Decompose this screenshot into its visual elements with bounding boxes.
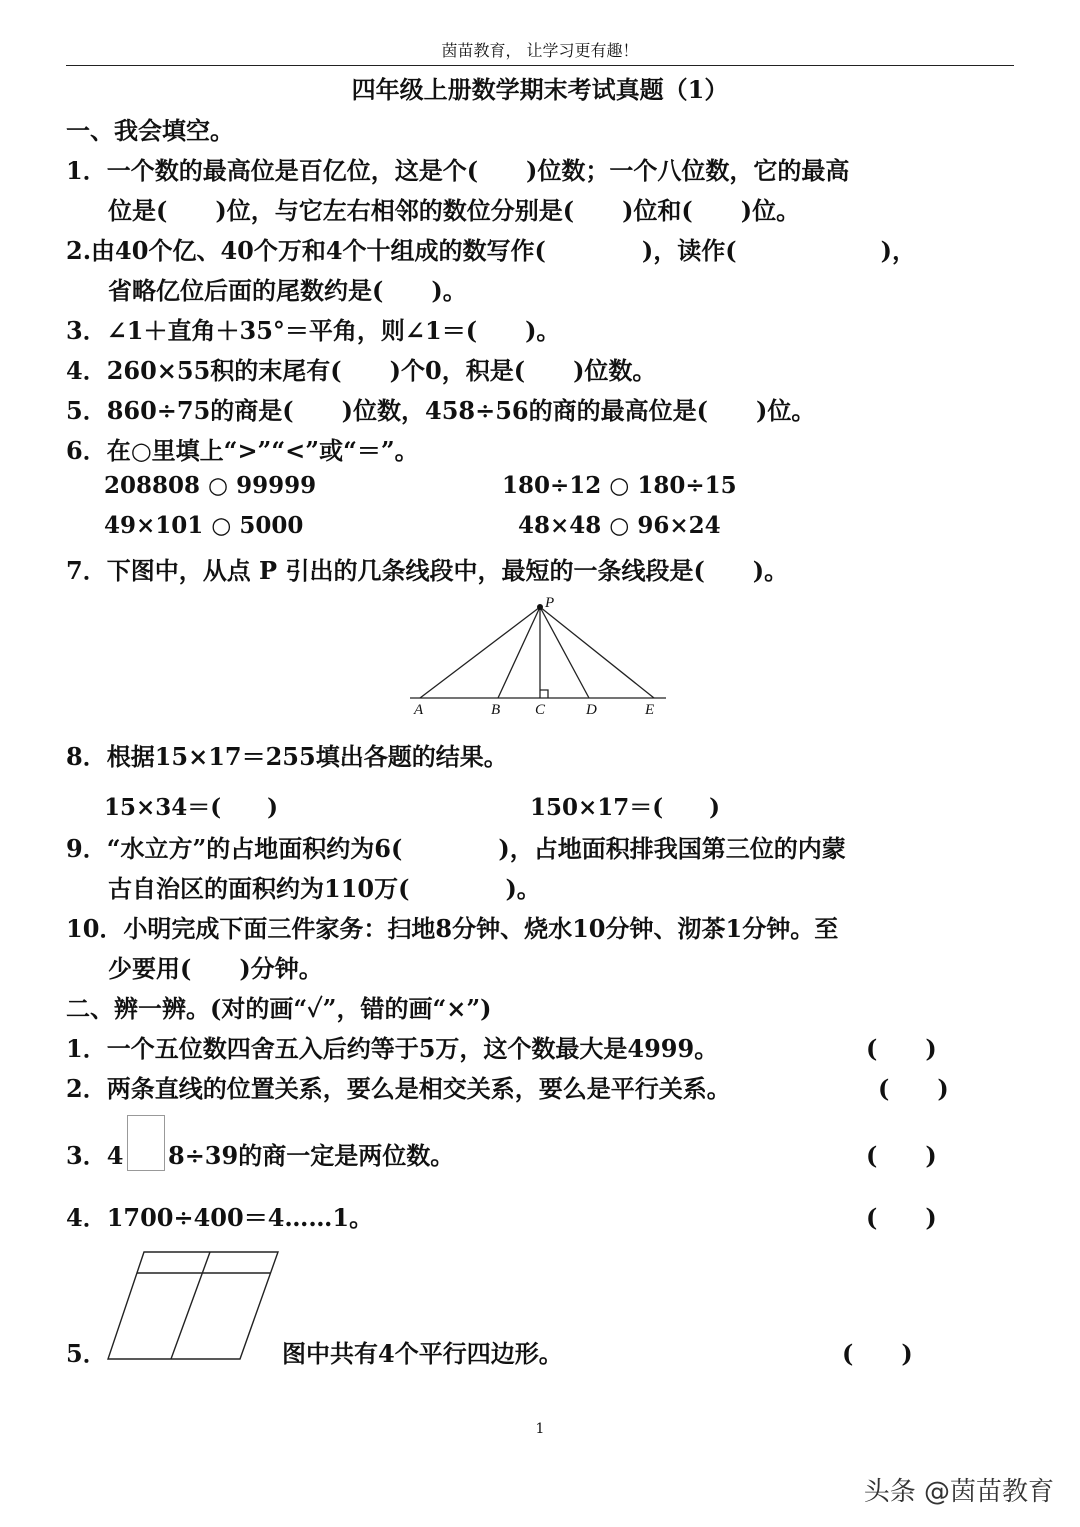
label-p: P <box>545 595 555 611</box>
q1-line1: 1．一个数的最高位是百亿位，这是个( )位数；一个八位数，它的最高 <box>66 156 850 185</box>
q6: 6．在○里填上“>”“<”或“＝”。 <box>66 436 419 465</box>
q6-compare-c: 49×101 ○ 5000 <box>104 512 304 539</box>
header-slogan: 茵苗教育， 让学习更有趣！ <box>441 41 639 60</box>
parallelogram-figure <box>100 1245 290 1370</box>
q10-line1: 10．小明完成下面三件家务：扫地8分钟、烧水10分钟、沏茶1分钟。至 <box>66 914 839 943</box>
q6-compare-d: 48×48 ○ 96×24 <box>518 512 721 539</box>
judge-q4-paren: ( ) <box>866 1203 937 1232</box>
judge-q3-paren: ( ) <box>866 1141 937 1170</box>
judge-q5-paren: ( ) <box>842 1339 913 1368</box>
judge-q3: 8÷39的商一定是两位数。 <box>168 1141 455 1170</box>
outer-parallelogram <box>108 1252 278 1359</box>
point-p <box>537 604 543 610</box>
q6-compare-a: 208808 ○ 99999 <box>104 472 317 499</box>
page-number: 1 <box>535 1421 545 1437</box>
q5: 5．860÷75的商是( )位数，458÷56的商的最高位是( )位。 <box>66 396 816 425</box>
q6-compare-b: 180÷12 ○ 180÷15 <box>502 472 737 499</box>
segment-pb <box>498 607 540 698</box>
q9-line1: 9．“水立方”的占地面积约为6( )，占地面积排我国第三位的内蒙 <box>66 834 846 863</box>
label-d: D <box>586 702 597 718</box>
q3: 3．∠1＋直角＋35°＝平角，则∠1＝( )。 <box>66 316 561 345</box>
segment-pd <box>540 607 589 698</box>
judge-q5: 图中共有4个平行四边形。 <box>282 1339 563 1368</box>
judge-q5-num: 5． <box>66 1339 107 1368</box>
label-b: B <box>491 702 501 718</box>
q10-line2: 少要用( )分钟。 <box>108 954 323 983</box>
section1-heading: 一、我会填空。 <box>66 116 234 145</box>
judge-q2: 2．两条直线的位置关系，要么是相交关系，要么是平行关系。 <box>66 1074 731 1103</box>
q2-line1: 2.由40个亿、40个万和4个十组成的数写作( )，读作( )， <box>66 236 916 265</box>
q8-b: 150×17＝( ) <box>530 794 721 821</box>
q8-a: 15×34＝( ) <box>104 794 279 821</box>
segment-pe <box>540 607 654 698</box>
label-e: E <box>645 702 655 718</box>
judge-q2-paren: ( ) <box>878 1074 949 1103</box>
page-title: 四年级上册数学期末考试真题（1） <box>351 75 729 104</box>
slanted-divider <box>171 1252 210 1359</box>
right-angle-mark <box>540 690 548 698</box>
header-divider <box>66 65 1014 66</box>
judge-q4: 4．1700÷400＝4……1。 <box>66 1203 374 1232</box>
judge-q1: 1．一个五位数四舍五入后约等于5万，这个数最大是4999。 <box>66 1034 719 1063</box>
judge-q1-paren: ( ) <box>866 1034 937 1063</box>
label-c: C <box>535 702 546 718</box>
q7: 7．下图中，从点 P 引出的几条线段中，最短的一条线段是( )。 <box>66 556 789 585</box>
q9-line2: 古自治区的面积约为110万( )。 <box>108 874 541 903</box>
section2-heading: 二、辨一辨。(对的画“✓”，错的画“×”) <box>66 994 492 1023</box>
q8: 8．根据15×17＝255填出各题的结果。 <box>66 742 508 771</box>
digit-box <box>127 1115 165 1171</box>
judge-q3-num: 3．4 <box>66 1141 124 1170</box>
label-a: A <box>414 702 424 718</box>
q2-line2: 省略亿位后面的尾数约是( )。 <box>108 276 467 305</box>
q4: 4．260×55积的末尾有( )个0，积是( )位数。 <box>66 356 657 385</box>
segment-pa <box>420 607 540 698</box>
watermark: 头条 @茵苗教育 <box>863 1477 1054 1507</box>
q1-line2: 位是( )位，与它左右相邻的数位分别是( )位和( )位。 <box>108 196 801 225</box>
q7-figure <box>400 590 680 720</box>
